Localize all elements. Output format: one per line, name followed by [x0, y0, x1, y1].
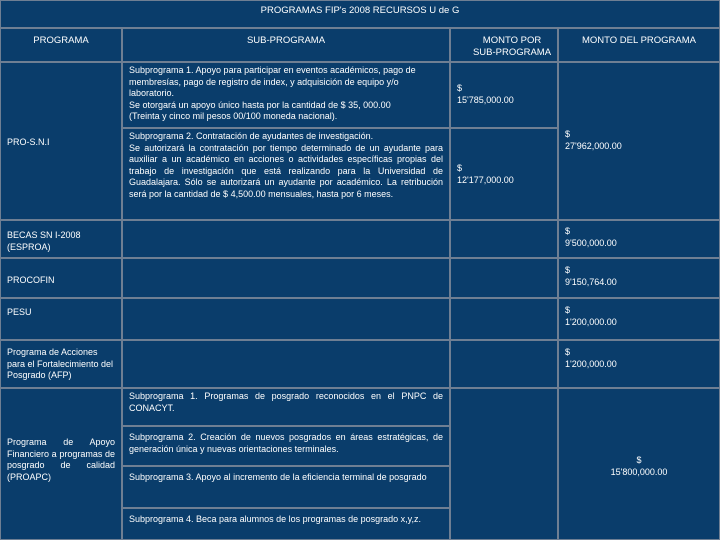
pro-sni-monto: $ 27'962,000.00 — [558, 62, 720, 220]
programa-becas: BECAS SN I-2008 (ESPROA) — [0, 220, 122, 258]
becas-subprograma — [122, 220, 450, 258]
procofin-monto: $ 9'150,764.00 — [558, 258, 720, 298]
programa-pro-sni: PRO-S.N.I — [0, 62, 122, 220]
afp-monto-subprograma — [450, 340, 558, 388]
proapc-subprograma-4: Subprograma 4. Beca para alumnos de los programas de posgrado x,y,z. — [122, 508, 450, 540]
programa-afp: Programa de Acciones para el Fortalecimiento del Posgrado (AFP) — [0, 340, 122, 388]
becas-monto: $ 9'500,000.00 — [558, 220, 720, 258]
programa-pesu: PESU — [0, 298, 122, 340]
pesu-monto-subprograma — [450, 298, 558, 340]
proapc-subprograma-3: Subprograma 3. Apoyo al incremento de la eficiencia terminal de posgrado — [122, 466, 450, 508]
pesu-subprograma — [122, 298, 450, 340]
programa-proapc: Programa de Apoyo Financiero a programas de posgrado de calidad (PROAPC) — [0, 388, 122, 540]
header-subprograma: SUB-PROGRAMA — [122, 28, 450, 62]
pesu-monto: $ 1'200,000.00 — [558, 298, 720, 340]
procofin-monto-subprograma — [450, 258, 558, 298]
programa-procofin: PROCOFIN — [0, 258, 122, 298]
pro-sni-subprograma-1-monto: $ 15'785,000.00 — [450, 62, 558, 128]
pro-sni-subprograma-1: Subprograma 1. Apoyo para participar en eventos académicos, pago de membresías, pago de registro de index, y adquisición de equipo y/o laboratorio. Se otorgará un apoyo único hasta por la cantidad de $ 35, 000.00 (Treinta y cinco mil pesos 00/100 moneda nacional). — [122, 62, 450, 128]
table-title: PROGRAMAS FIP's 2008 RECURSOS U de G — [0, 0, 720, 28]
header-monto-programa: MONTO DEL PROGRAMA — [558, 28, 720, 62]
header-monto-subprograma: MONTO POR SUB-PROGRAMA — [450, 28, 558, 62]
afp-subprograma — [122, 340, 450, 388]
procofin-subprograma — [122, 258, 450, 298]
pro-sni-subprograma-2-monto: $ 12'177,000.00 — [450, 128, 558, 220]
pro-sni-subprograma-2: Subprograma 2. Contratación de ayudantes de investigación. Se autorizará la contratación por tiempo determinado de un ayudante para auxiliar a un académico en acciones o actividades específicas propias del trabajo de investigación que está realizando para la Universidad de Guadalajara. Sólo se autorizará un ayudante por académico. La retribución será por la cantidad de $ 4,500.00 mensuales, hasta por 6 meses. — [122, 128, 450, 220]
proapc-monto: $ 15'800,000.00 — [558, 388, 720, 540]
proapc-subprograma-2: Subprograma 2. Creación de nuevos posgrados en áreas estratégicas, de generación única y nuevas orientaciones terminales. — [122, 426, 450, 466]
becas-monto-subprograma — [450, 220, 558, 258]
header-programa: PROGRAMA — [0, 28, 122, 62]
proapc-monto-subprograma — [450, 388, 558, 540]
afp-monto: $ 1'200,000.00 — [558, 340, 720, 388]
proapc-subprograma-1: Subprograma 1. Programas de posgrado reconocidos en el PNPC de CONACYT. — [122, 388, 450, 426]
